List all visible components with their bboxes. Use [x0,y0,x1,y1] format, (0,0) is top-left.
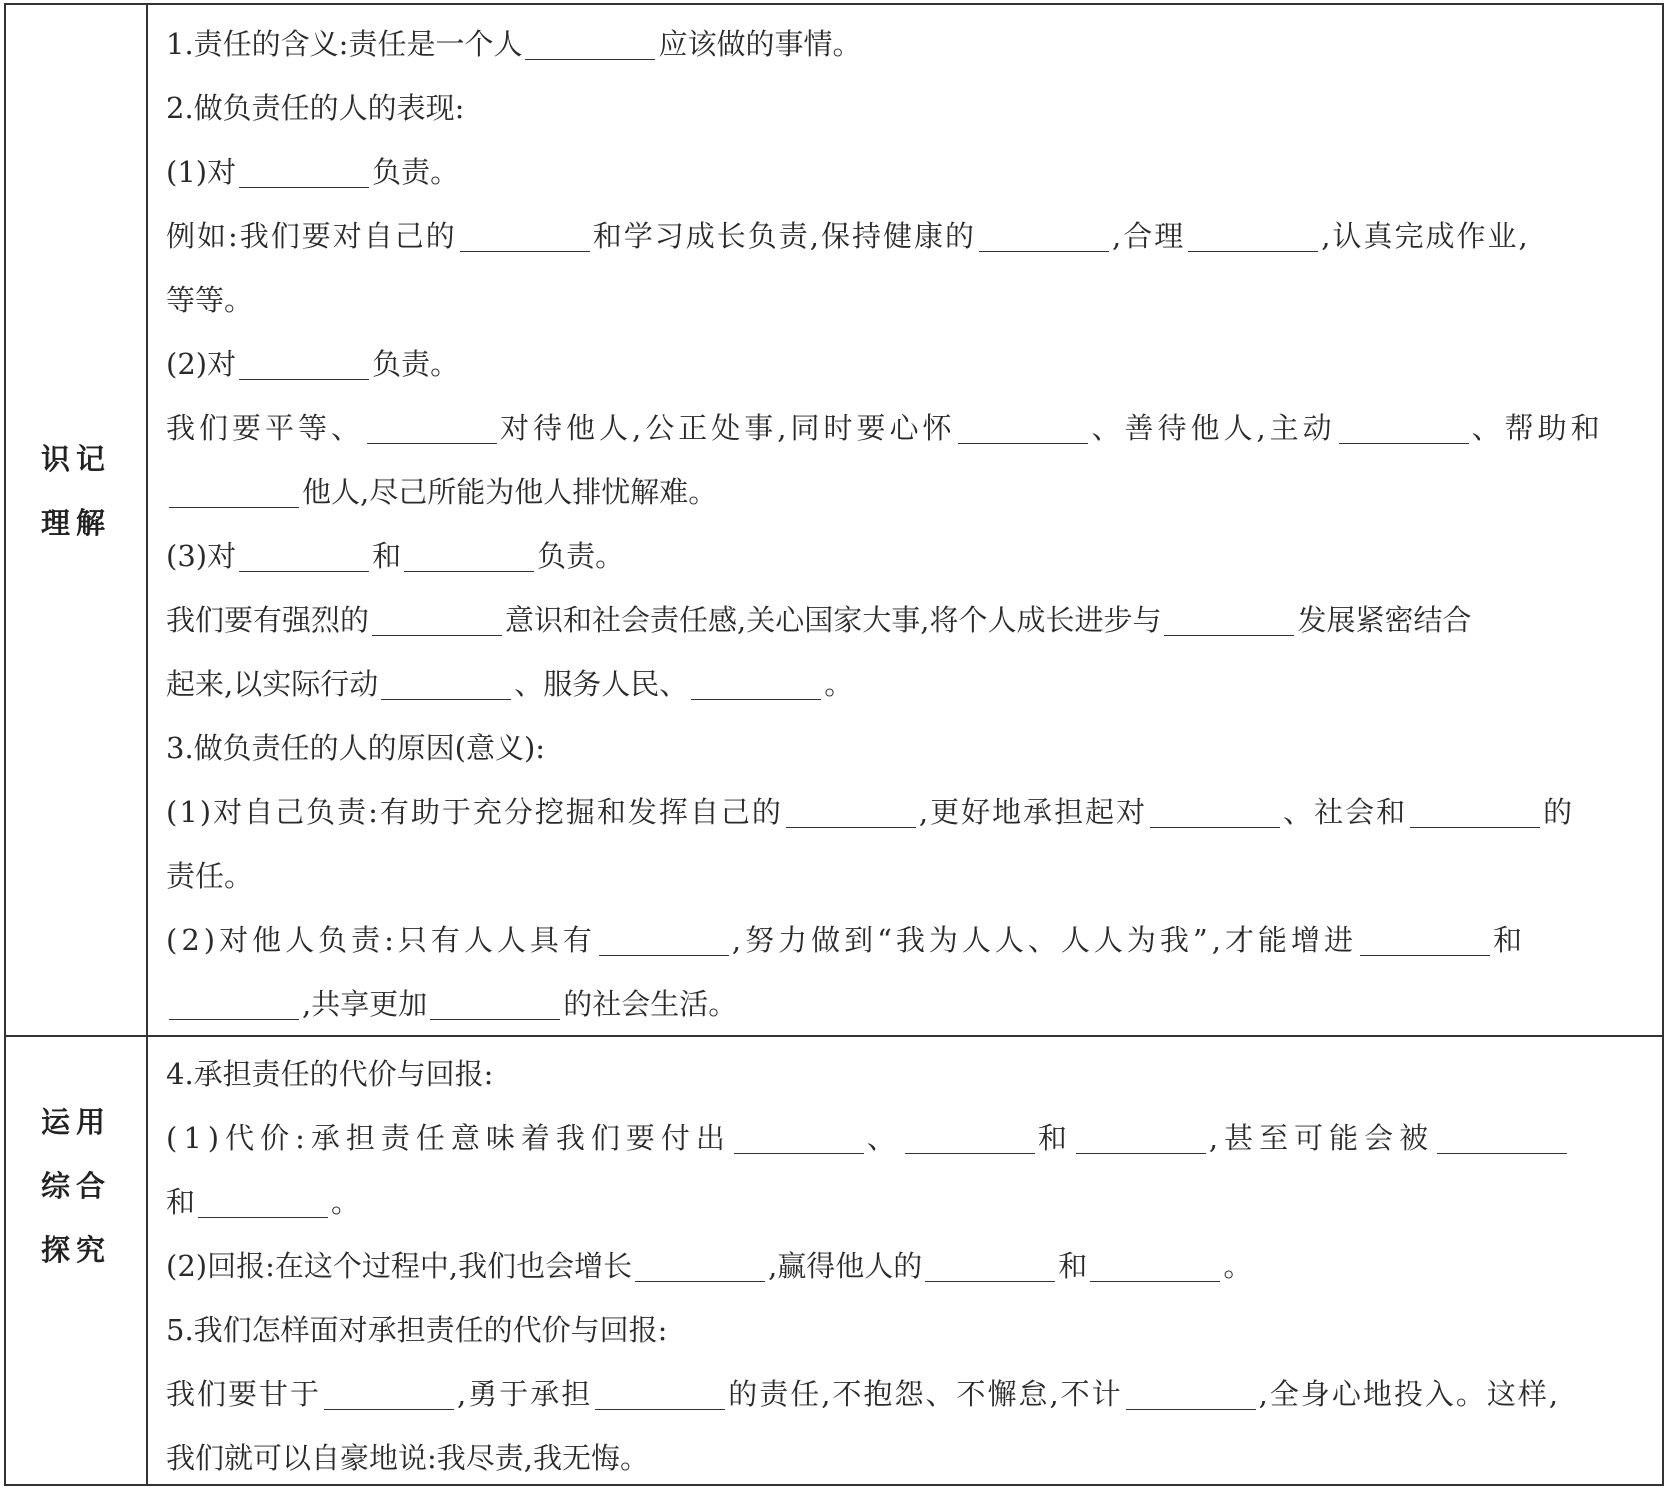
question-3-2-cont [166,972,1650,1036]
fill-blank[interactable] [1339,413,1469,444]
question-4-1-cont [166,1170,1650,1234]
label-line: 探究 [40,1233,111,1267]
fill-blank[interactable] [786,797,916,828]
text: ,认真完成作业, [1321,219,1530,253]
question-5-title: 5.我们怎样面对承担责任的代价与回报: [166,1313,668,1347]
fill-blank[interactable] [734,1123,864,1154]
label-line: 理解 [40,506,111,540]
text: 。 [331,1185,361,1219]
question-2-3-example-cont [166,652,1650,716]
text: 意识和社会责任感,关心国家大事,将个人成长进步与 [505,603,1162,637]
question-2-title: 2.做负责任的人的表现: [166,91,465,125]
text: (2)对他人负责:只有人人具有 [166,923,596,957]
fill-blank[interactable] [198,1187,328,1218]
fill-blank[interactable] [381,669,511,700]
question-3-2 [166,908,1650,972]
text: 负责。 [372,347,460,381]
fill-blank[interactable] [239,541,369,572]
text: 发展紧密结合 [1297,603,1472,637]
fill-blank[interactable] [1360,925,1490,956]
question-3-1-cont: 责任。 [166,859,254,893]
text: 我们要甘于 [166,1377,322,1411]
question-1 [166,12,1650,76]
fill-blank[interactable] [1126,1379,1256,1410]
text: (3)对 [166,539,237,573]
fill-blank[interactable] [1188,221,1318,252]
question-2-1 [166,140,1650,204]
text: ,合理 [1112,219,1186,253]
question-2-3-example [166,588,1650,652]
text: ,更好地承担起对 [918,795,1148,829]
text: (1)代价:承担责任意味着我们要付出 [166,1121,731,1155]
text: 例如:我们要对自己的 [166,219,457,253]
text: 、帮助和 [1471,411,1604,445]
fill-blank[interactable] [525,29,655,60]
fill-blank[interactable] [324,1379,454,1410]
question-5-body [166,1362,1650,1426]
text: ,赢得他人的 [768,1249,923,1283]
text: ,共享更加 [302,987,428,1021]
fill-blank[interactable] [691,669,821,700]
text: 和 [166,1185,196,1219]
label-line: 综合 [40,1169,111,1203]
fill-blank[interactable] [1090,1251,1220,1282]
section-recall-content [166,12,1650,1036]
question-5-body-cont: 我们就可以自豪地说:我尽责,我无悔。 [166,1441,649,1475]
fill-blank[interactable] [169,989,299,1020]
text: ,全身心地投入。这样, [1258,1377,1561,1411]
text: 和 [1058,1249,1088,1283]
label-line: 运用 [40,1105,111,1139]
fill-blank[interactable] [430,989,560,1020]
text: 、善待他人,主动 [1091,411,1336,445]
question-2-3 [166,524,1650,588]
fill-blank[interactable] [958,413,1088,444]
question-3-1 [166,780,1650,844]
text: 和学习成长负责,保持健康的 [592,219,977,253]
text: 对待他人,公正处事,同时要心怀 [500,411,956,445]
fill-blank[interactable] [1076,1123,1206,1154]
text: (2)回报:在这个过程中,我们也会增长 [166,1249,633,1283]
text: 。 [824,667,854,701]
text: 、服务人民、 [514,667,689,701]
text: 、 [866,1121,902,1155]
fill-blank[interactable] [925,1251,1055,1282]
fill-blank[interactable] [635,1251,765,1282]
text: 1.责任的含义:责任是一个人 [166,27,523,61]
text: ,甚至可能会被 [1208,1121,1435,1155]
text: ,努力做到“我为人人、人人为我”,才能增进 [731,923,1357,957]
fill-blank[interactable] [169,477,299,508]
text: 我们要平等、 [166,411,365,445]
question-4-2 [166,1234,1650,1298]
fill-blank[interactable] [979,221,1109,252]
text: 的 [1543,795,1575,829]
column-divider [146,5,148,1484]
text: 负责。 [537,539,625,573]
text: 应该做的事情。 [658,27,862,61]
question-2-2 [166,332,1650,396]
text: 他人,尽己所能为他人排忧解难。 [302,475,718,509]
question-3-title: 3.做负责任的人的原因(意义): [166,731,546,765]
fill-blank[interactable] [1150,797,1280,828]
label-line: 识记 [40,442,111,476]
fill-blank[interactable] [595,1379,725,1410]
fill-blank[interactable] [404,541,534,572]
text: 、社会和 [1283,795,1408,829]
fill-blank[interactable] [1164,605,1294,636]
fill-blank[interactable] [372,605,502,636]
fill-blank[interactable] [1437,1123,1567,1154]
text: (1)对 [166,155,237,189]
question-2-2-example [166,396,1650,460]
text: 负责。 [372,155,460,189]
text: 我们要有强烈的 [166,603,370,637]
question-2-1-example [166,204,1650,268]
text: 和 [1492,923,1526,957]
question-2-2-example-cont [166,460,1650,524]
text: 。 [1223,1249,1253,1283]
fill-blank[interactable] [460,221,590,252]
text: 的社会生活。 [563,987,738,1021]
section-label-apply [6,1090,146,1282]
section-label-recall [6,427,146,555]
fill-blank[interactable] [599,925,729,956]
question-4-1 [166,1106,1650,1170]
text: (2)对 [166,347,237,381]
text: ,勇于承担 [457,1377,593,1411]
question-2-1-example-cont: 等等。 [166,283,254,317]
text: 和 [372,539,402,573]
text: 起来,以实际行动 [166,667,379,701]
fill-blank[interactable] [367,413,497,444]
fill-blank[interactable] [239,349,369,380]
text: 的责任,不抱怨、不懈怠,不计 [728,1377,1123,1411]
fill-blank[interactable] [905,1123,1035,1154]
question-4-title: 4.承担责任的代价与回报: [166,1057,494,1091]
text: (1)对自己负责:有助于充分挖掘和发挥自己的 [166,795,783,829]
worksheet-table [4,3,1664,1486]
text: 和 [1037,1121,1073,1155]
fill-blank[interactable] [239,157,369,188]
fill-blank[interactable] [1410,797,1540,828]
section-apply-content [166,1042,1650,1490]
